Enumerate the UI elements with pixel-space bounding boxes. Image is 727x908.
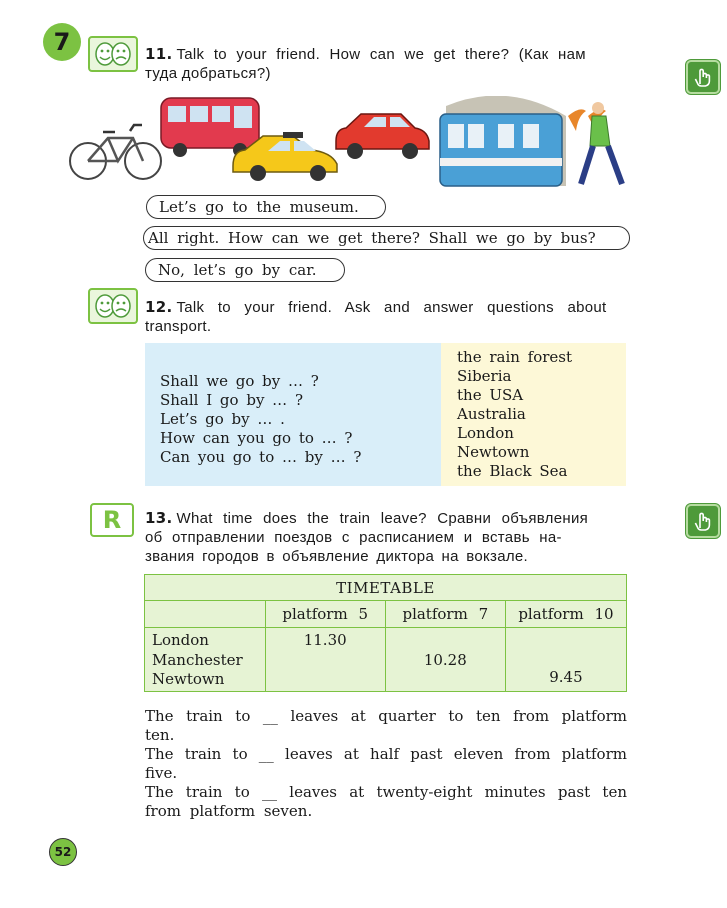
place-item: London — [457, 424, 514, 442]
car-icon — [336, 114, 429, 159]
transport-illustration — [68, 96, 633, 196]
pair-work-masks-icon — [88, 288, 138, 324]
question-line: Shall I go by … ? — [160, 391, 303, 409]
task-11-number: 11. — [145, 45, 173, 63]
place-item: the rain forest — [457, 348, 573, 366]
sentence-line: The train to __ leaves at half past eleven from platform — [145, 745, 627, 763]
question-line: Can you go to … by … ? — [160, 448, 362, 466]
hand-pointer-icon[interactable] — [686, 60, 720, 94]
train-icon — [440, 96, 606, 186]
platform-header: platform 10 — [505, 601, 626, 628]
sentence-line: ten. — [145, 726, 175, 744]
task-13-line-3: звания городов в объявление диктора на вокзале. — [145, 548, 529, 565]
departure-time: 11.30 — [265, 628, 385, 692]
city-list — [145, 628, 266, 692]
city-name: London — [152, 631, 209, 649]
dialogue-bubble-2: All right. How can we get there? Shall we go by bus? — [143, 226, 630, 250]
place-item: the Black Sea — [457, 462, 568, 480]
dialogue-bubble-3: No, let’s go by car. — [145, 258, 345, 282]
task-11-line-2: туда добраться?) — [145, 65, 271, 82]
platform-header: platform 7 — [385, 601, 505, 628]
sentence-line: The train to __ leaves at twenty-eight minutes past ten — [145, 783, 627, 801]
reading-badge: R — [90, 503, 134, 537]
city-name: Newtown — [152, 670, 225, 688]
task-12-number: 12. — [145, 298, 173, 316]
sentence-line: from platform seven. — [145, 802, 313, 820]
bicycle-icon — [70, 125, 161, 179]
page-number: 52 — [49, 838, 77, 866]
announcement-sentences — [145, 707, 627, 821]
bus-icon — [161, 98, 259, 157]
task-12-line-2: transport. — [145, 318, 212, 335]
timetable-title: TIMETABLE — [145, 575, 627, 601]
question-line: How can you go to … ? — [160, 429, 353, 447]
departure-time: 9.45 — [505, 628, 626, 692]
place-item: Siberia — [457, 367, 512, 385]
task-11-line-1: Talk to your friend. How can we get there? (Как нам — [176, 46, 586, 63]
city-name: Manchester — [152, 650, 243, 669]
platform-header: platform 5 — [265, 601, 385, 628]
task-13-line-1: What time does the train leave? Сравни объявления — [176, 510, 589, 527]
sentence-line: five. — [145, 764, 178, 782]
dialogue-bubble-1: Let’s go to the museum. — [146, 195, 386, 219]
unit-number-badge: 7 — [43, 23, 81, 61]
sentence-line: The train to __ leaves at quarter to ten from platform — [145, 707, 627, 725]
pair-work-masks-icon — [88, 36, 138, 72]
departure-time: 10.28 — [385, 628, 505, 692]
questions-box — [145, 343, 441, 486]
task-13-number: 13. — [145, 509, 173, 527]
timetable — [144, 574, 627, 692]
hand-pointer-icon[interactable] — [686, 504, 720, 538]
task-13-instruction — [145, 509, 627, 566]
place-item: Australia — [457, 405, 526, 423]
question-line: Shall we go by … ? — [160, 372, 319, 390]
place-item: Newtown — [457, 443, 530, 461]
timetable-empty-cell — [145, 601, 266, 628]
question-line: Let’s go by … . — [160, 410, 285, 428]
task-12-line-1: Talk to your friend. Ask and answer questions about — [176, 299, 607, 316]
place-item: the USA — [457, 386, 524, 404]
task-11-instruction — [145, 45, 627, 83]
task-12-instruction — [145, 298, 627, 336]
task-13-line-2: об отправлении поездов с расписанием и вставь на- — [145, 529, 562, 546]
places-box — [441, 343, 626, 486]
